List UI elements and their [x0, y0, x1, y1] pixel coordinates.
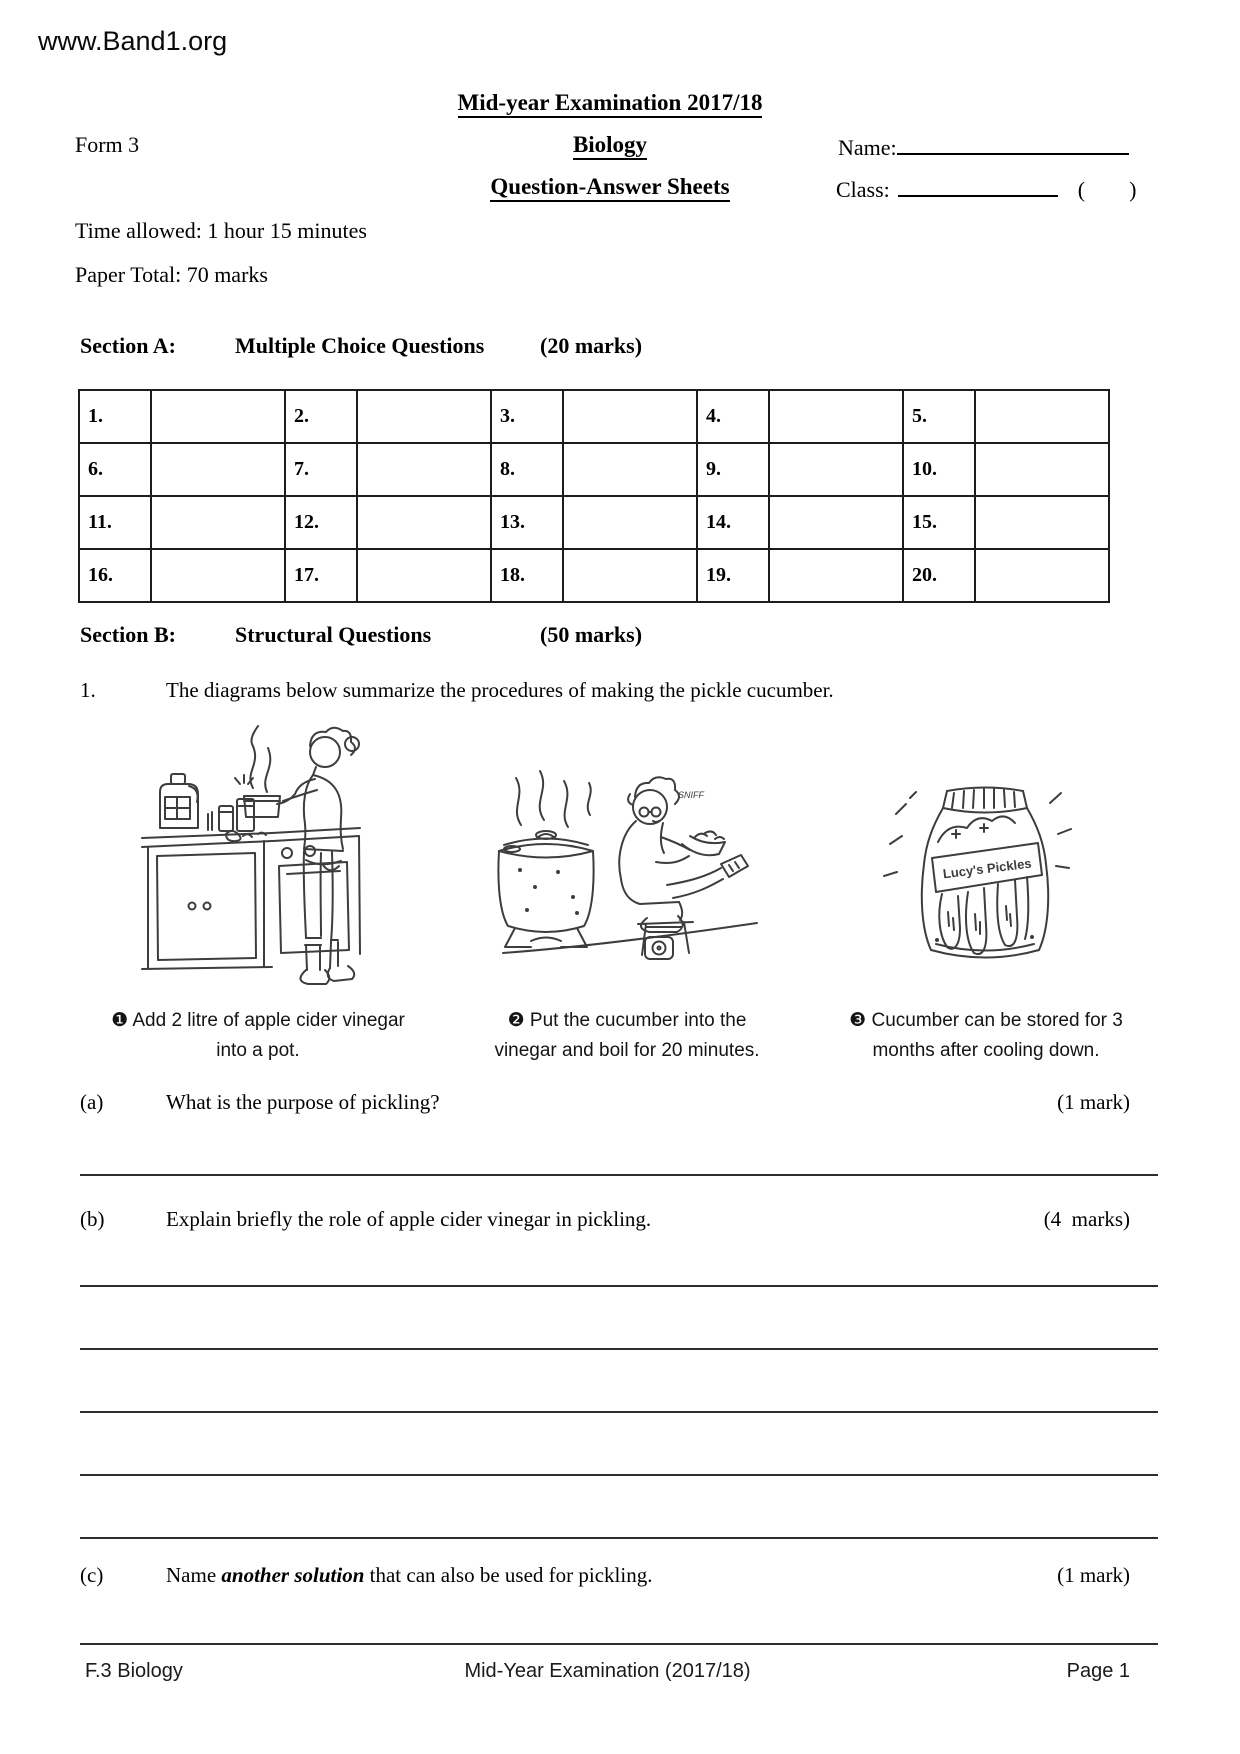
answer-rule-line: [80, 1350, 1158, 1413]
mcq-question-number-cell: 7.: [285, 443, 357, 496]
part-b-answer-lines: [80, 1224, 1158, 1539]
form-level: Form 3: [75, 132, 140, 157]
kitchen-timer-icon: [645, 937, 673, 959]
mcq-question-number-cell: 19.: [697, 549, 769, 602]
text-segment: Explain briefly the role of apple cider vinegar in pickling.: [166, 1207, 652, 1231]
bowl-of-cucumbers-icon: [682, 836, 725, 855]
mcq-answer-cell: [769, 443, 903, 496]
mcq-answer-cell: [151, 496, 285, 549]
text-segment: What is the purpose of pickling?: [166, 1090, 440, 1114]
name-label: Name:: [838, 135, 897, 160]
mcq-answer-cell: [563, 496, 697, 549]
illustration-step3-pickle-jar: [880, 782, 1075, 967]
sheet-type-title: [360, 174, 860, 200]
subject-title: [360, 132, 860, 158]
emphasized-phrase: another solution: [221, 1563, 365, 1587]
mcq-answer-cell: [151, 549, 285, 602]
part-b-marks: (4 marks): [1043, 1207, 1130, 1231]
mcq-question-number-cell: 16.: [79, 549, 151, 602]
name-row: [838, 132, 1129, 161]
section-b-label: Section B:: [80, 622, 176, 647]
section-b-marks: (50 marks): [540, 622, 643, 647]
mcq-answer-cell: [357, 390, 491, 443]
exam-title: [360, 90, 860, 116]
mcq-question-number-cell: 20.: [903, 549, 975, 602]
class-label: Class:: [836, 177, 890, 202]
step3-caption-line1: ❸ Cucumber can be stored for 3: [849, 1010, 1123, 1031]
answer-rule-line: [80, 1476, 1158, 1539]
mcq-question-number-cell: 11.: [79, 496, 151, 549]
text-segment: that can also be used for pickling.: [364, 1563, 653, 1587]
answer-rule-line: [80, 1113, 1158, 1176]
mcq-question-number-cell: 3.: [491, 390, 563, 443]
footer-course: F.3 Biology: [85, 1660, 183, 1682]
mcq-question-number-cell: 15.: [903, 496, 975, 549]
part-a-marks: (1 mark): [1057, 1090, 1130, 1114]
mcq-question-number-cell: 6.: [79, 443, 151, 496]
step2-caption-line2: vinegar and boil for 20 minutes.: [494, 1040, 760, 1061]
step1-caption: [83, 1006, 433, 1066]
mcq-question-number-cell: 5.: [903, 390, 975, 443]
part-c-marks: (1 mark): [1057, 1563, 1130, 1587]
illustration-step1-kitchen-pouring: [140, 722, 375, 998]
mcq-question-number-cell: 18.: [491, 549, 563, 602]
cooking-pot-icon: [498, 851, 593, 932]
part-c-answer-lines: [80, 1582, 1158, 1645]
part-b-label: (b): [80, 1207, 105, 1231]
part-a-answer-lines: [80, 1113, 1158, 1176]
sheet-type-text: Question-Answer Sheets: [490, 174, 729, 202]
paper-total: Paper Total: 70 marks: [75, 262, 268, 287]
footer-exam-name: Mid-Year Examination (2017/18): [464, 1660, 751, 1682]
mcq-question-number-cell: 1.: [79, 390, 151, 443]
answer-rule-line: [80, 1224, 1158, 1287]
mcq-answer-cell: [357, 443, 491, 496]
site-watermark: www.Band1.org: [38, 26, 228, 56]
mcq-grid-row: [79, 443, 1109, 496]
part-a-question-text: [166, 1090, 1045, 1115]
exam-title-text: Mid-year Examination 2017/18: [458, 90, 763, 118]
page-footer: [85, 1660, 1130, 1683]
class-blank-line: [898, 174, 1058, 197]
mcq-answer-cell: [563, 443, 697, 496]
step2-caption-line1: ❷ Put the cucumber into the: [507, 1010, 747, 1031]
mcq-table-body: [79, 390, 1109, 602]
mcq-question-number-cell: 13.: [491, 496, 563, 549]
mcq-question-number-cell: 2.: [285, 390, 357, 443]
section-b-heading: [80, 622, 642, 648]
mcq-answer-cell: [975, 390, 1109, 443]
mcq-question-number-cell: 4.: [697, 390, 769, 443]
mcq-grid-row: [79, 496, 1109, 549]
mcq-answer-cell: [769, 496, 903, 549]
class-number-brackets: ( ): [1077, 177, 1137, 202]
cook-head: [310, 737, 340, 767]
smelling-person-head: [633, 790, 667, 824]
subject-title-text: Biology: [573, 132, 647, 160]
answer-rule-line: [80, 1287, 1158, 1350]
mcq-answer-cell: [769, 549, 903, 602]
steam-icon: [516, 778, 521, 825]
step2-caption: [487, 1006, 767, 1066]
mcq-question-number-cell: 14.: [697, 496, 769, 549]
name-blank-line: [897, 132, 1129, 155]
section-a-label: Section A:: [80, 333, 176, 358]
step1-caption-line2: into a pot.: [216, 1040, 300, 1061]
step1-caption-line1: ❶ Add 2 litre of apple cider vinegar: [111, 1010, 405, 1031]
question-1a-row: [80, 1090, 1130, 1115]
mcq-answer-cell: [563, 549, 697, 602]
answer-rule-line: [80, 1582, 1158, 1645]
mcq-answer-cell: [151, 443, 285, 496]
mcq-answer-cell: [975, 549, 1109, 602]
mcq-answer-cell: [357, 549, 491, 602]
text-segment: Name: [166, 1563, 222, 1587]
mcq-question-number-cell: 10.: [903, 443, 975, 496]
mcq-answer-cell: [563, 390, 697, 443]
question-1-intro-row: [80, 678, 1130, 703]
section-a-marks: (20 marks): [540, 333, 643, 358]
jar-label-text: Lucy's Pickles: [942, 855, 1033, 882]
section-a-title: Multiple Choice Questions: [235, 333, 485, 358]
part-a-label: (a): [80, 1090, 104, 1114]
mcq-question-number-cell: 9.: [697, 443, 769, 496]
time-allowed: Time allowed: 1 hour 15 minutes: [75, 218, 367, 243]
mcq-question-number-cell: 12.: [285, 496, 357, 549]
step3-caption-line2: months after cooling down.: [872, 1040, 1100, 1061]
mcq-question-number-cell: 17.: [285, 549, 357, 602]
mcq-grid-row: [79, 549, 1109, 602]
footer-page-number: Page 1: [1066, 1660, 1130, 1682]
mcq-answer-cell: [769, 390, 903, 443]
illustration-step2-boiling-pot: [495, 765, 765, 965]
section-a-heading: [80, 333, 642, 359]
mcq-grid-row: [79, 390, 1109, 443]
class-row: [836, 174, 1136, 203]
part-c-label: (c): [80, 1563, 104, 1587]
mcq-answer-cell: [975, 496, 1109, 549]
mcq-answer-cell: [357, 496, 491, 549]
mcq-answer-cell: [151, 390, 285, 443]
mcq-answer-grid: [78, 389, 1110, 603]
question-1-number: 1.: [80, 678, 96, 702]
question-1-intro-text: The diagrams below summarize the procedures of making the pickle cucumber.: [166, 678, 834, 702]
sniff-sound-text: SNIFF: [678, 790, 704, 800]
mcq-answer-cell: [975, 443, 1109, 496]
mcq-question-number-cell: 8.: [491, 443, 563, 496]
answer-rule-line: [80, 1413, 1158, 1476]
step3-caption: [836, 1006, 1136, 1066]
section-b-title: Structural Questions: [235, 622, 432, 647]
